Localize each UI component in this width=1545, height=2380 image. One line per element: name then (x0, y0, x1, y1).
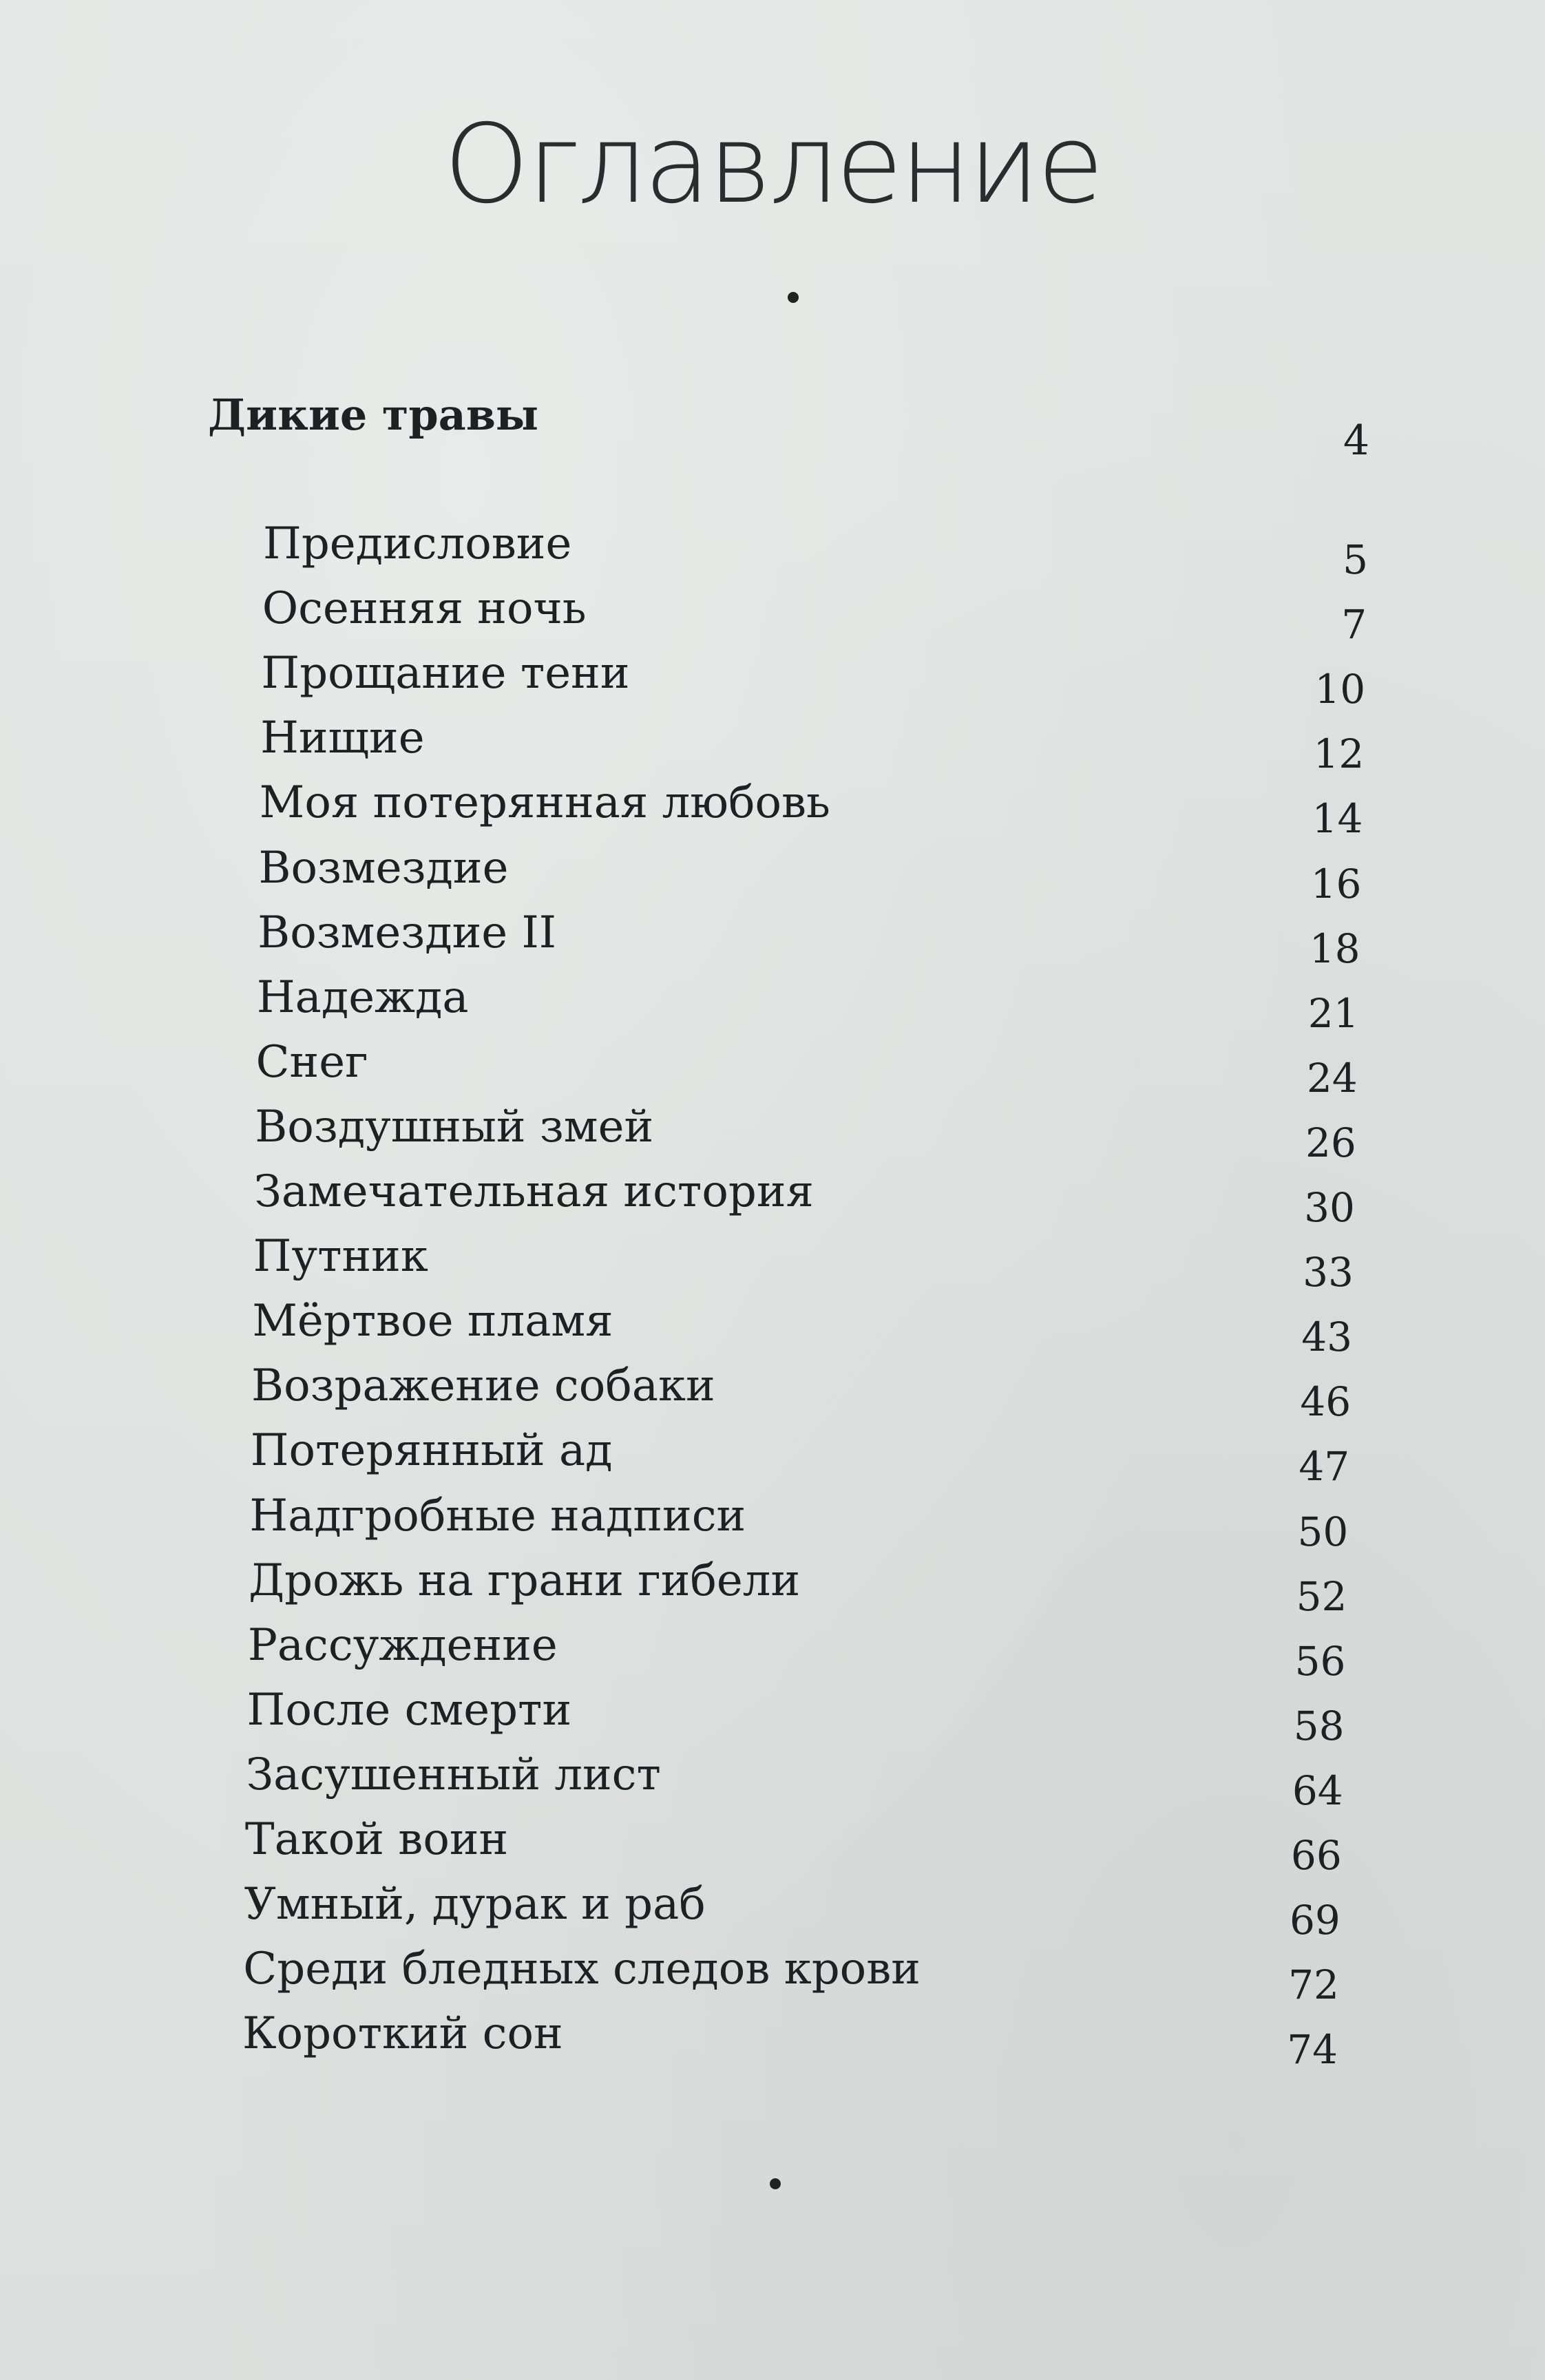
toc-entry (253, 1166, 1425, 1231)
toc-entry-title: Надгробные надписи (249, 1490, 746, 1541)
toc-entry-title: После смерти (246, 1684, 572, 1736)
toc-entry-title: Мёртвое пламя (252, 1296, 613, 1347)
toc-entry-title: Замечательная история (253, 1166, 814, 1217)
toc-entry-page: 47 (1299, 1443, 1350, 1491)
toc-entry (246, 1749, 1416, 1814)
toc-entry (250, 1425, 1421, 1491)
toc-entry-title: Снег (255, 1036, 368, 1088)
toc-entry (259, 777, 1430, 843)
toc-entry-page: 7 (1341, 601, 1367, 649)
toc-entry-title: Осенняя ночь (262, 583, 587, 635)
toc-entry-title: Засушенный лист (246, 1749, 661, 1800)
toc-entry (244, 1814, 1416, 1879)
page-title: Оглавление (443, 101, 1102, 228)
toc-entry (263, 518, 1433, 583)
toc-entry (251, 1360, 1422, 1426)
toc-entry (255, 1036, 1427, 1102)
toc-entry (243, 1944, 1413, 2009)
section-title: Дикие травы (208, 390, 539, 440)
toc-entry (261, 648, 1431, 713)
toc-entry-title: Прощание тени (261, 648, 630, 699)
toc-entry-page: 52 (1296, 1572, 1347, 1620)
toc-entry-page: 64 (1292, 1767, 1343, 1814)
toc-entry-title: Возмездие II (258, 907, 557, 958)
toc-entry-title: Возражение собаки (251, 1360, 715, 1412)
toc-entry-title: Короткий сон (242, 2008, 563, 2060)
toc-entry-page: 10 (1314, 666, 1366, 713)
toc-entry-title: Умный, дурак и раб (244, 1879, 706, 1930)
toc-entry-title: Воздушный змей (255, 1101, 654, 1152)
toc-entry (258, 907, 1428, 972)
toc-entry-page: 24 (1306, 1054, 1358, 1102)
toc-entry-page: 26 (1305, 1119, 1356, 1166)
toc-entry (256, 971, 1427, 1037)
toc-entry (258, 842, 1429, 907)
toc-entry-title: Возмездие (258, 842, 509, 894)
toc-entry-page: 5 (1343, 536, 1368, 583)
toc-entry-page: 33 (1303, 1249, 1354, 1296)
toc-entry-title: Предисловие (263, 518, 572, 569)
ornament-dot-top (788, 292, 799, 303)
toc-entry (252, 1296, 1422, 1361)
toc-entry-page: 50 (1297, 1508, 1349, 1555)
toc-entry (244, 1879, 1415, 1944)
toc-entry-title: Дрожь на грани гибели (249, 1555, 801, 1606)
toc-entry-title: Моя потерянная любовь (259, 777, 830, 829)
toc-entry-page: 43 (1301, 1314, 1353, 1361)
toc-entry-page: 69 (1290, 1897, 1341, 1944)
toc-entry (249, 1555, 1419, 1620)
toc-entry-page: 18 (1309, 925, 1360, 972)
toc-entry-page: 56 (1294, 1637, 1346, 1685)
toc-entry (246, 1684, 1418, 1749)
toc-entry-page: 66 (1290, 1832, 1342, 1879)
toc-entry-title: Надежда (256, 971, 469, 1023)
toc-entry (249, 1490, 1420, 1555)
toc-entry-page: 46 (1300, 1378, 1352, 1426)
toc-entry-page: 12 (1313, 730, 1365, 778)
toc-entry-page: 74 (1287, 2026, 1338, 2074)
toc-entry-page: 72 (1288, 1961, 1339, 2009)
toc-entry-title: Нищие (260, 713, 425, 764)
toc-entry-title: Путник (253, 1231, 428, 1283)
toc-entry-page: 21 (1307, 989, 1359, 1037)
section-page-number: 4 (1343, 417, 1369, 465)
toc-entry (247, 1619, 1418, 1685)
toc-entry-page: 16 (1310, 860, 1362, 907)
toc-entry (255, 1101, 1425, 1166)
ornament-dot-bottom (770, 2178, 781, 2189)
toc-entry-title: Рассуждение (247, 1619, 558, 1671)
toc-entry (262, 583, 1433, 649)
toc-entry-title: Среди бледных следов крови (243, 1944, 921, 1995)
toc-entry (242, 2008, 1413, 2074)
toc-entry-page: 58 (1293, 1702, 1345, 1749)
toc-entry (253, 1231, 1424, 1296)
toc-entry-title: Потерянный ад (250, 1425, 613, 1477)
toc-entry-page: 14 (1312, 795, 1363, 843)
toc-entry (260, 713, 1431, 778)
toc-entry-title: Такой воин (244, 1814, 509, 1865)
toc-entry-page: 30 (1304, 1184, 1355, 1231)
